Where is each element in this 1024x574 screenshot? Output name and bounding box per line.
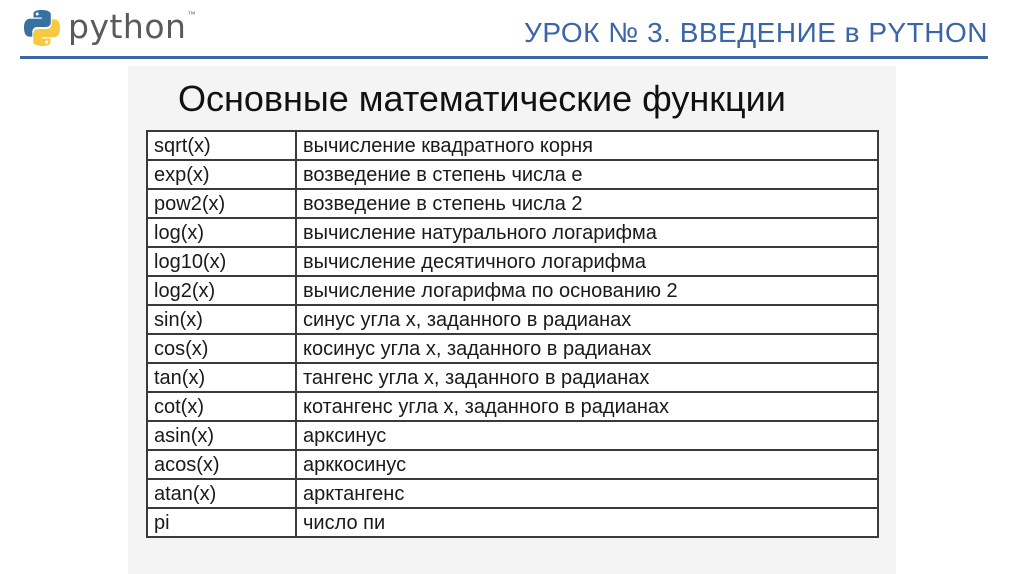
slide-heading: Основные математические функции bbox=[178, 78, 786, 119]
function-description-cell: арккосинус bbox=[296, 450, 878, 479]
function-name-cell: exp(x) bbox=[147, 160, 296, 189]
python-logo-icon bbox=[22, 8, 62, 48]
function-name-cell: cos(x) bbox=[147, 334, 296, 363]
table-row bbox=[147, 363, 878, 392]
table-row bbox=[147, 392, 878, 421]
table-row bbox=[147, 479, 878, 508]
function-name-cell: sin(x) bbox=[147, 305, 296, 334]
function-name-cell: sqrt(x) bbox=[147, 131, 296, 160]
header-divider bbox=[20, 56, 988, 59]
function-description-cell: арксинус bbox=[296, 421, 878, 450]
function-name-cell: log(x) bbox=[147, 218, 296, 247]
function-description-cell: вычисление натурального логарифма bbox=[296, 218, 878, 247]
python-logo bbox=[22, 8, 195, 48]
function-name-cell: cot(x) bbox=[147, 392, 296, 421]
logo-wordmark: python bbox=[68, 6, 187, 46]
function-name-cell: acos(x) bbox=[147, 450, 296, 479]
function-name-cell: pow2(x) bbox=[147, 189, 296, 218]
table-row bbox=[147, 276, 878, 305]
function-description-cell: синус угла х, заданного в радианах bbox=[296, 305, 878, 334]
logo-trademark: ™ bbox=[187, 9, 196, 19]
function-description-cell: вычисление десятичного логарифма bbox=[296, 247, 878, 276]
function-description-cell: косинус угла х, заданного в радианах bbox=[296, 334, 878, 363]
function-description-cell: котангенс угла х, заданного в радианах bbox=[296, 392, 878, 421]
table-row bbox=[147, 247, 878, 276]
math-functions-table bbox=[146, 130, 879, 538]
table-row bbox=[147, 508, 878, 537]
lesson-title: УРОК № 3. ВВЕДЕНИЕ в PYTHON bbox=[524, 17, 988, 48]
function-description-cell: тангенс угла х, заданного в радианах bbox=[296, 363, 878, 392]
function-name-cell: log2(x) bbox=[147, 276, 296, 305]
function-description-cell: вычисление логарифма по основанию 2 bbox=[296, 276, 878, 305]
function-name-cell: tan(x) bbox=[147, 363, 296, 392]
function-description-cell: вычисление квадратного корня bbox=[296, 131, 878, 160]
function-description-cell: возведение в степень числа е bbox=[296, 160, 878, 189]
table-row bbox=[147, 218, 878, 247]
table-row bbox=[147, 334, 878, 363]
function-name-cell: atan(x) bbox=[147, 479, 296, 508]
function-name-cell: pi bbox=[147, 508, 296, 537]
table-row bbox=[147, 131, 878, 160]
function-description-cell: арктангенс bbox=[296, 479, 878, 508]
table-row bbox=[147, 189, 878, 218]
table-row bbox=[147, 421, 878, 450]
table-row bbox=[147, 160, 878, 189]
function-name-cell: asin(x) bbox=[147, 421, 296, 450]
function-name-cell: log10(x) bbox=[147, 247, 296, 276]
function-description-cell: возведение в степень числа 2 bbox=[296, 189, 878, 218]
table-row bbox=[147, 305, 878, 334]
function-description-cell: число пи bbox=[296, 508, 878, 537]
table-row bbox=[147, 450, 878, 479]
